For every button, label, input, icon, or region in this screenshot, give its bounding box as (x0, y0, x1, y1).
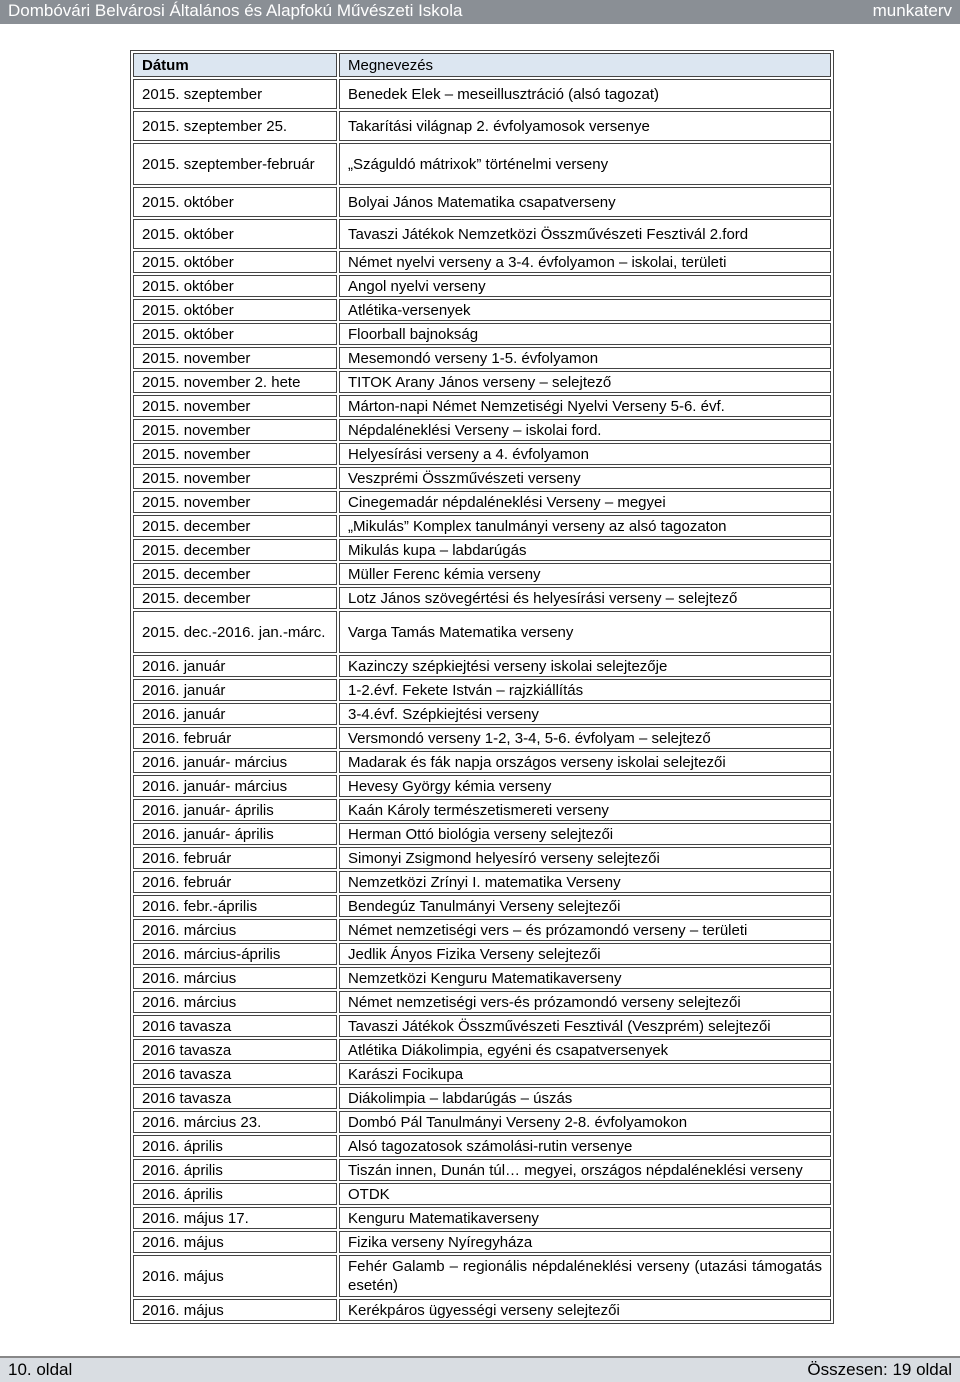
row-date: 2016. január- március (133, 751, 337, 773)
table-row (133, 299, 831, 321)
table-row (133, 775, 831, 797)
row-name: Kerékpáros ügyességi verseny selejtezői (339, 1299, 831, 1321)
table-row (133, 1111, 831, 1133)
table-row (133, 1255, 831, 1297)
row-name: Jedlik Ányos Fizika Verseny selejtezői (339, 943, 831, 965)
page-header (0, 0, 960, 24)
row-name: Floorball bajnokság (339, 323, 831, 345)
table-row (133, 1207, 831, 1229)
row-date: 2015. december (133, 587, 337, 609)
table-row (133, 587, 831, 609)
row-date: 2015. november 2. hete (133, 371, 337, 393)
row-date: 2016. febr.-április (133, 895, 337, 917)
table-row (133, 347, 831, 369)
row-date: 2016 tavasza (133, 1015, 337, 1037)
row-date: 2016. március (133, 967, 337, 989)
row-date: 2015. október (133, 251, 337, 273)
table-row (133, 1087, 831, 1109)
table-row (133, 419, 831, 441)
table-row (133, 871, 831, 893)
row-name: Nemzetközi Kenguru Matematikaverseny (339, 967, 831, 989)
row-name: Mesemondó verseny 1-5. évfolyamon (339, 347, 831, 369)
row-name: Kazinczy szépkiejtési verseny iskolai selejtezője (339, 655, 831, 677)
table-row (133, 563, 831, 585)
row-date: 2015. október (133, 219, 337, 249)
row-name: Kenguru Matematikaverseny (339, 1207, 831, 1229)
row-date: 2016. január (133, 679, 337, 701)
row-date: 2016. május (133, 1255, 337, 1297)
row-name: Népdaléneklési Verseny – iskolai ford. (339, 419, 831, 441)
row-date: 2015. november (133, 419, 337, 441)
row-name: Karászi Focikupa (339, 1063, 831, 1085)
row-date: 2015. december (133, 515, 337, 537)
row-name: Atlétika Diákolimpia, egyéni és csapatversenyek (339, 1039, 831, 1061)
row-name: Hevesy György kémia verseny (339, 775, 831, 797)
row-name: Atlétika-versenyek (339, 299, 831, 321)
table-row (133, 111, 831, 141)
row-date: 2016 tavasza (133, 1087, 337, 1109)
row-name: Versmondó verseny 1-2, 3-4, 5-6. évfolyam – selejtező (339, 727, 831, 749)
row-date: 2015. október (133, 275, 337, 297)
table-row (133, 251, 831, 273)
row-name: Alsó tagozatosok számolási-rutin versenye (339, 1135, 831, 1157)
page-total: Összesen: 19 oldal (807, 1360, 952, 1379)
column-header-name: Megnevezés (339, 53, 831, 77)
row-date: 2016. május (133, 1231, 337, 1253)
table-row (133, 1159, 831, 1181)
table-row (133, 703, 831, 725)
row-name: Dombó Pál Tanulmányi Verseny 2-8. évfolyamokon (339, 1111, 831, 1133)
column-header-date: Dátum (133, 53, 337, 77)
row-date: 2016. március (133, 991, 337, 1013)
row-name: Tiszán innen, Dunán túl… megyei, országos népdaléneklési verseny (339, 1159, 831, 1181)
row-name: Lotz János szövegértési és helyesírási verseny – selejtező (339, 587, 831, 609)
table-row (133, 1039, 831, 1061)
row-name: Bolyai János Matematika csapatverseny (339, 187, 831, 217)
table-row (133, 79, 831, 109)
table-row (133, 323, 831, 345)
table-row (133, 467, 831, 489)
table-row (133, 943, 831, 965)
table-row (133, 395, 831, 417)
row-date: 2016. február (133, 727, 337, 749)
table-row (133, 219, 831, 249)
table-row (133, 967, 831, 989)
row-date: 2016. március (133, 919, 337, 941)
row-date: 2016. január- március (133, 775, 337, 797)
table-row (133, 1183, 831, 1205)
school-name: Dombóvári Belvárosi Általános és Alapfokú Művészeti Iskola (8, 1, 463, 20)
row-name: Bendegúz Tanulmányi Verseny selejtezői (339, 895, 831, 917)
document-type: munkaterv (872, 1, 952, 20)
row-name: Herman Ottó biológia verseny selejtezői (339, 823, 831, 845)
row-date: 2015. december (133, 539, 337, 561)
row-date: 2015. november (133, 347, 337, 369)
table-row (133, 443, 831, 465)
row-name: TITOK Arany János verseny – selejtező (339, 371, 831, 393)
table-row (133, 919, 831, 941)
row-date: 2016. március-április (133, 943, 337, 965)
table-row (133, 991, 831, 1013)
row-date: 2015. december (133, 563, 337, 585)
table-row (133, 1063, 831, 1085)
table-row (133, 655, 831, 677)
table-row (133, 751, 831, 773)
table-row (133, 371, 831, 393)
row-name: Angol nyelvi verseny (339, 275, 831, 297)
row-date: 2016. január- április (133, 823, 337, 845)
row-date: 2016. április (133, 1183, 337, 1205)
table-row (133, 679, 831, 701)
row-date: 2016. április (133, 1135, 337, 1157)
row-date: 2015. szeptember (133, 79, 337, 109)
row-name: Diákolimpia – labdarúgás – úszás (339, 1087, 831, 1109)
row-name: Tavaszi Játékok Összművészeti Fesztivál (Veszprém) selejtezői (339, 1015, 831, 1037)
row-date: 2016. január (133, 655, 337, 677)
row-name: Német nyelvi verseny a 3-4. évfolyamon – iskolai, területi (339, 251, 831, 273)
table-row (133, 799, 831, 821)
page-footer (0, 1356, 960, 1382)
table-row (133, 143, 831, 185)
row-date: 2015. november (133, 395, 337, 417)
row-date: 2015. szeptember-február (133, 143, 337, 185)
row-name: Takarítási világnap 2. évfolyamosok versenye (339, 111, 831, 141)
table-row (133, 539, 831, 561)
row-name: Simonyi Zsigmond helyesíró verseny selejtezői (339, 847, 831, 869)
table-row (133, 515, 831, 537)
row-name: Német nemzetiségi vers-és prózamondó verseny selejtezői (339, 991, 831, 1013)
row-date: 2016. február (133, 871, 337, 893)
table-row (133, 823, 831, 845)
table-row (133, 895, 831, 917)
page-number: 10. oldal (8, 1360, 73, 1379)
row-date: 2015. október (133, 323, 337, 345)
competition-schedule-table (130, 50, 834, 1324)
table-row (133, 1231, 831, 1253)
row-name: Tavaszi Játékok Nemzetközi Összművészeti Fesztivál 2.ford (339, 219, 831, 249)
row-date: 2015. dec.-2016. jan.-márc. (133, 611, 337, 653)
row-date: 2016. május 17. (133, 1207, 337, 1229)
table-row (133, 847, 831, 869)
row-date: 2016. március 23. (133, 1111, 337, 1133)
row-name: Fizika verseny Nyíregyháza (339, 1231, 831, 1253)
row-name: 1-2.évf. Fekete István – rajzkiállítás (339, 679, 831, 701)
row-name: Cinegemadár népdaléneklési Verseny – megyei (339, 491, 831, 513)
row-name: Müller Ferenc kémia verseny (339, 563, 831, 585)
row-date: 2015. október (133, 299, 337, 321)
row-name: Benedek Elek – meseillusztráció (alsó tagozat) (339, 79, 831, 109)
table-row (133, 727, 831, 749)
table-row (133, 275, 831, 297)
row-date: 2016. április (133, 1159, 337, 1181)
table-row (133, 491, 831, 513)
row-name: OTDK (339, 1183, 831, 1205)
row-name: Német nemzetiségi vers – és prózamondó verseny – területi (339, 919, 831, 941)
row-date: 2015. november (133, 491, 337, 513)
row-name: Mikulás kupa – labdarúgás (339, 539, 831, 561)
row-name: „Mikulás” Komplex tanulmányi verseny az alsó tagozaton (339, 515, 831, 537)
row-name: Nemzetközi Zrínyi I. matematika Verseny (339, 871, 831, 893)
row-date: 2015. november (133, 443, 337, 465)
row-name: 3-4.évf. Szépkiejtési verseny (339, 703, 831, 725)
row-date: 2016. február (133, 847, 337, 869)
row-name: Veszprémi Összművészeti verseny (339, 467, 831, 489)
row-date: 2016. május (133, 1299, 337, 1321)
row-name: Kaán Károly természetismereti verseny (339, 799, 831, 821)
table-row (133, 187, 831, 217)
row-name: Madarak és fák napja országos verseny iskolai selejtezői (339, 751, 831, 773)
row-name: Fehér Galamb – regionális népdaléneklési verseny (utazási támogatás esetén) (339, 1255, 831, 1297)
table-row (133, 1135, 831, 1157)
row-date: 2015. október (133, 187, 337, 217)
row-date: 2016 tavasza (133, 1063, 337, 1085)
table-header-row (133, 53, 831, 77)
row-date: 2016. január (133, 703, 337, 725)
table-row (133, 1015, 831, 1037)
row-name: Márton-napi Német Nemzetiségi Nyelvi Verseny 5-6. évf. (339, 395, 831, 417)
table-row (133, 611, 831, 653)
row-name: Helyesírási verseny a 4. évfolyamon (339, 443, 831, 465)
row-date: 2016. január- április (133, 799, 337, 821)
row-date: 2015. november (133, 467, 337, 489)
table-row (133, 1299, 831, 1321)
row-date: 2015. szeptember 25. (133, 111, 337, 141)
row-date: 2016 tavasza (133, 1039, 337, 1061)
row-name: Varga Tamás Matematika verseny (339, 611, 831, 653)
row-name: „Száguldó mátrixok” történelmi verseny (339, 143, 831, 185)
